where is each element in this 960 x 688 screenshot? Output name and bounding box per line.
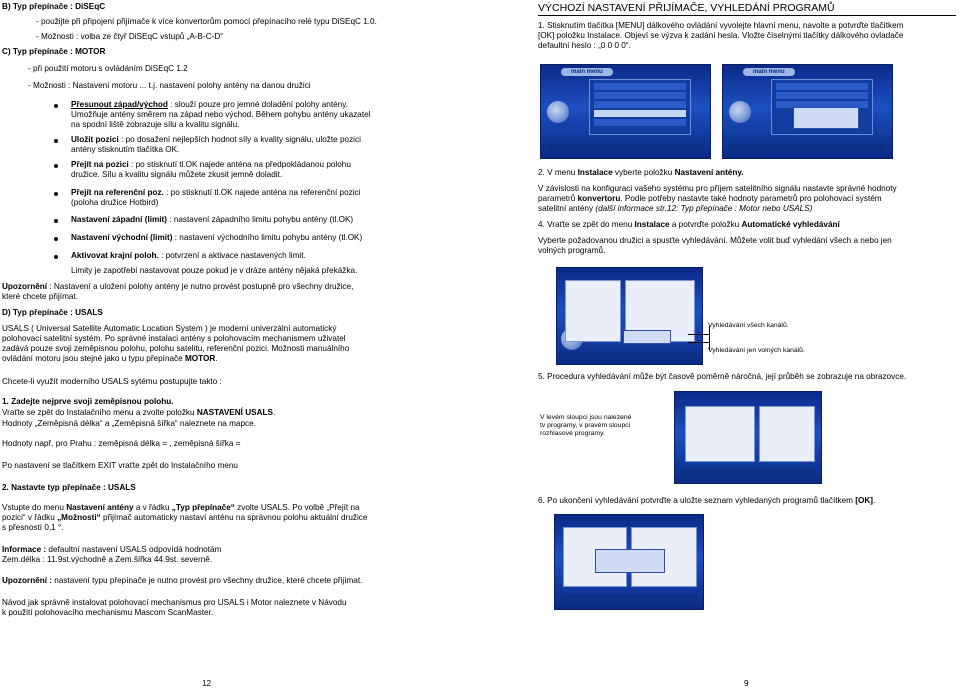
bullet-text: Umožňuje antény směrem na západ nebo východ. Během pohybu antény ukazatel (71, 110, 371, 119)
caption-line: rozhlasové programy. (540, 430, 605, 437)
text-line: - Možnosti : Nastavení motoru ... t.j. nastavení polohy antény na danou družici (28, 81, 311, 90)
bullet-item (71, 160, 416, 180)
step-5-text: 5. Procedura vyhledávání může být časově poměrně náročná, její průběh se zobrazuje na obrazovce. (538, 372, 907, 381)
bullet-text: : po dosažení nejlepších hodnot síly a kvality signálu, uložte pozici (118, 135, 361, 144)
para-emph: konvertoru (577, 194, 621, 203)
section-d-title: D) Typ přepínače : USALS (2, 308, 103, 317)
note-title: Upozornění (2, 282, 48, 291)
status-bar (729, 144, 886, 152)
text-line: Hodnoty např. pro Prahu : zeměpisná délka = , zeměpisná šířka = (2, 439, 241, 448)
bullet-title: Aktivovat krajní poloh. (71, 251, 159, 260)
bullet-text: : nastavení východního limitu pohybu antény (tl.OK) (172, 233, 363, 242)
para-emph: „Typ přepínače“ (171, 503, 235, 512)
status-bar (561, 595, 697, 603)
para-emph: Nastavení antény. (674, 168, 744, 177)
para-line: ovládání motoru jsou stejné jako u typu přepínače (2, 354, 185, 363)
para-line: . Podle potřeby nastavte také hodnoty parametrů pro polohovací systém (620, 194, 882, 203)
para-line: Vstupte do menu (2, 503, 67, 512)
satellite-list (565, 280, 621, 342)
para-line: Vyberte požadovanou družici a spusťte vyhledávání. Můžete volit buď vyhledání všech a nebo jen (538, 236, 892, 245)
step-2-text (538, 168, 744, 178)
menu-row (776, 83, 868, 90)
para-line: přijímač automaticky nastaví anténu na správnou polohu aktuální družice (100, 513, 368, 522)
bullet-item (71, 100, 416, 130)
para-line: vyberte položku (612, 168, 675, 177)
para-line: 2. V menu (538, 168, 578, 177)
step-4-paragraph (538, 236, 956, 256)
bullet-text: : potvrzení a aktivace nastavených limit. (158, 251, 306, 260)
bullet-text: : po stisknutí tl.OK najede anténa na referenční pozici (163, 188, 361, 197)
section-c-title: C) Typ přepínače : MOTOR (2, 47, 106, 56)
para-line: 4. Vraťte se zpět do menu (538, 220, 635, 229)
status-bar (563, 352, 696, 360)
bullet-icon (54, 139, 58, 143)
bullet-title: Přejít na referenční poz. (71, 188, 164, 197)
step-2-paragraph (2, 503, 416, 533)
note-text: nastavení typu přepínače je nutno provést pro všechny družice, které chcete přijímat. (52, 576, 363, 585)
text-line (2, 408, 275, 418)
search-dialog (623, 330, 671, 344)
step-1-paragraph (538, 21, 956, 51)
caption-all-channels: Vyhledávání všech kanálů. (708, 322, 789, 329)
section-heading: VÝCHOZÍ NASTAVENÍ PŘIJÍMAČE, VYHLEDÁNÍ PROGRAMŮ (538, 2, 835, 14)
save-dialog (595, 549, 665, 573)
page-number: 12 (202, 679, 212, 688)
para-italic: (další informace str.12: Typ přepínače : Motor nebo USALS) (595, 204, 813, 213)
para-line: k použití polohovacího mechanismu Mascom ScanMaster. (2, 608, 214, 617)
para-line: parametrů (538, 194, 578, 203)
satellite-dish-icon (729, 101, 751, 123)
para-line: polohovací satelitní systém. Po správné instalaci antény s polohovacím mechanismem uživatel (2, 334, 346, 343)
bullet-icon (54, 237, 58, 241)
note-text: které chcete přijímat. (2, 292, 78, 301)
menu-row (776, 92, 868, 99)
progress-bar (681, 469, 815, 477)
step-2-title: 2. Nastavte typ přepínače : USALS (2, 483, 136, 492)
info-note (2, 545, 221, 565)
para-line: a v řádku (133, 503, 172, 512)
bullet-title: Nastavení východní (limit) (71, 233, 173, 242)
status-bar (547, 144, 704, 152)
caption-line: tv programy, v pravém sloupci (540, 422, 631, 429)
para-line: satelitní antény (538, 204, 596, 213)
para-line: . (215, 354, 218, 363)
bullet-item (71, 233, 362, 243)
step-1-title: 1. Zadejte nejprve svoji zeměpisnou polohu. (2, 397, 174, 406)
para-line: 1. Stisknutím tlačítka [MENU] dálkového ovládání vyvolejte hlavní menu, navolte a potvrďte tlačítkem (538, 21, 904, 30)
bullet-item (71, 188, 416, 208)
callout-line (688, 334, 710, 335)
upozorneni-2 (2, 576, 362, 586)
bullet-item (71, 251, 306, 261)
bullet-icon (54, 192, 58, 196)
upozorneni-1 (2, 282, 416, 302)
bullet-icon (54, 164, 58, 168)
bullet-title: Uložit pozici (71, 135, 119, 144)
bullet-text: družice. Sílu a kvalitu signálu můžete zkusit jemně doladit. (71, 170, 283, 179)
menu-row (594, 83, 686, 90)
text-line: Chcete-li využít moderního USALS sytému postupujte takto : (2, 377, 222, 386)
callout-line (688, 342, 710, 343)
bullet-text: : po stisknutí tl.OK najede anténa na předpokládanou polohu (128, 160, 351, 169)
bullet-icon (54, 255, 58, 259)
bullet-item (71, 135, 416, 155)
step-4-text (538, 220, 840, 230)
para-line: zadává pouze svoji zeměpisnou polohu, polohu satelitu, referenční pozici. Možnosti manuálního (2, 344, 350, 353)
navod-paragraph (2, 598, 347, 618)
para-emph: NASTAVENÍ USALS (196, 408, 273, 417)
tv-list (685, 406, 755, 462)
bullet-text: na spodní liště zobrazuje sílu a kvalitu signálu. (71, 120, 240, 129)
bullet-text: (poloha družice Hotbird) (71, 198, 159, 207)
note-title: Upozornění : (2, 576, 53, 585)
password-dialog (793, 107, 859, 129)
text-line: - Možnosti : volba ze čtyř DiSEqC vstupů „A-B-C-D“ (36, 32, 223, 41)
bullet-item (71, 215, 353, 225)
usals-paragraph (2, 324, 416, 364)
para-line: a potvrďte položku (669, 220, 742, 229)
note-text: Zem.délka : 11.9st.východně a Zem.šířka 44.9st. severně. (2, 555, 213, 564)
para-emph: Instalace (634, 220, 670, 229)
para-emph: Automatické vyhledávání (741, 220, 840, 229)
bullet-text: : nastavení západního limitu pohybu antény (tl.OK) (167, 215, 354, 224)
para-emph: Instalace (577, 168, 613, 177)
text-line: - při použití motoru s ovládáním DiSEqC 1.2 (28, 64, 188, 73)
para-emph: MOTOR (184, 354, 216, 363)
bullet-title: Přesunout západ/východ (71, 100, 168, 109)
menu-screenshot (540, 64, 711, 159)
para-line: . (872, 496, 876, 505)
text-line: Limity je zapotřebí nastavovat pouze pokud je v dráze antény nějaká překážka. (71, 266, 358, 275)
menu-row (594, 92, 686, 99)
text-line: Po nastavení se tlačítkem EXIT vraťte zpět do Instalačního menu (2, 461, 238, 470)
page-number: 9 (744, 679, 749, 688)
menu-row (594, 119, 686, 126)
radio-list (759, 406, 815, 462)
menu-title: main menu (743, 68, 795, 76)
caption-free-channels: Vyhledávání jen volných kanálů. (708, 347, 805, 354)
para-emph: [OK] (855, 496, 873, 505)
bullet-icon (54, 219, 58, 223)
para-line: 6. Po ukončení vyhledávání potvrďte a uložte seznam vyhledaných programů tlačítkem (538, 496, 856, 505)
para-line: Vraťte se zpět do Instalačního menu a zvolte položku (2, 408, 197, 417)
note-text: : Nastavení a uložení polohy antény je nutno provést postupně pro všechny družice, (47, 282, 354, 291)
bullet-title: Nastavení západní (limit) (71, 215, 167, 224)
satellite-dish-icon (547, 101, 569, 123)
section-b-title: B) Typ přepínače : DiSEqC (2, 2, 106, 11)
para-line: defaultní heslo : „0 0 0 0“. (538, 41, 631, 50)
text-line: - použijte při připojení přijímače k více konvertorům pomocí přepínacího relé typu DiSEqC 1.0. (36, 17, 377, 26)
note-title: Informace : (2, 545, 47, 554)
bullet-text: antény stisknutím tlačítka OK. (71, 145, 180, 154)
para-line: volných programů. (538, 246, 606, 255)
menu-row (594, 101, 686, 108)
search-progress-screenshot (674, 391, 822, 484)
password-screenshot (722, 64, 893, 159)
text-line: Hodnoty „Zeměpisná délka“ a „Zeměpisná šířka“ naleznete na mapce. (2, 419, 256, 428)
menu-title: main menu (561, 68, 613, 76)
para-line: zvolte USALS. Po volbě „Přejít na (234, 503, 360, 512)
para-emph: „Možnosti“ (57, 513, 101, 522)
save-screenshot (554, 514, 704, 610)
heading-rule (538, 15, 956, 16)
caption-columns (540, 414, 672, 438)
step-6-text (538, 496, 875, 506)
para-line: Návod jak správně instalovat polohovací mechanismus pro USALS i Motor naleznete v Návodu (2, 598, 347, 607)
caption-line: V levém sloupci jsou nalezené (540, 414, 632, 421)
menu-panel (589, 79, 691, 135)
bullet-text: : slouží pouze pro jemné doladění polohy antény. (167, 100, 348, 109)
para-emph: Nastavení antény (66, 503, 134, 512)
menu-row-selected (594, 110, 686, 117)
para-line: V závislosti na konfiguraci vašeho systému pro příjem satelitního signálu nastavte správné hodnoty (538, 184, 897, 193)
para-line: USALS ( Universal Satellite Automatic Location System ) je moderní univerzální automatický (2, 324, 337, 333)
bullet-icon (54, 104, 58, 108)
para-line: [OK] položku Instalace. Objeví se výzva k zadání hesla. Vložte číselnými tlačítky dálkového ovladače (538, 31, 904, 40)
para-line: s přesností 0,1 °. (2, 523, 64, 532)
step-3-paragraph (538, 184, 956, 214)
para-line: . (272, 408, 276, 417)
para-line: pozici“ v řádku (2, 513, 58, 522)
bullet-title: Přejít na pozici (71, 160, 129, 169)
note-text: defaultní nastavení USALS odpovídá hodnotám (46, 545, 222, 554)
auto-search-screenshot (556, 267, 703, 365)
